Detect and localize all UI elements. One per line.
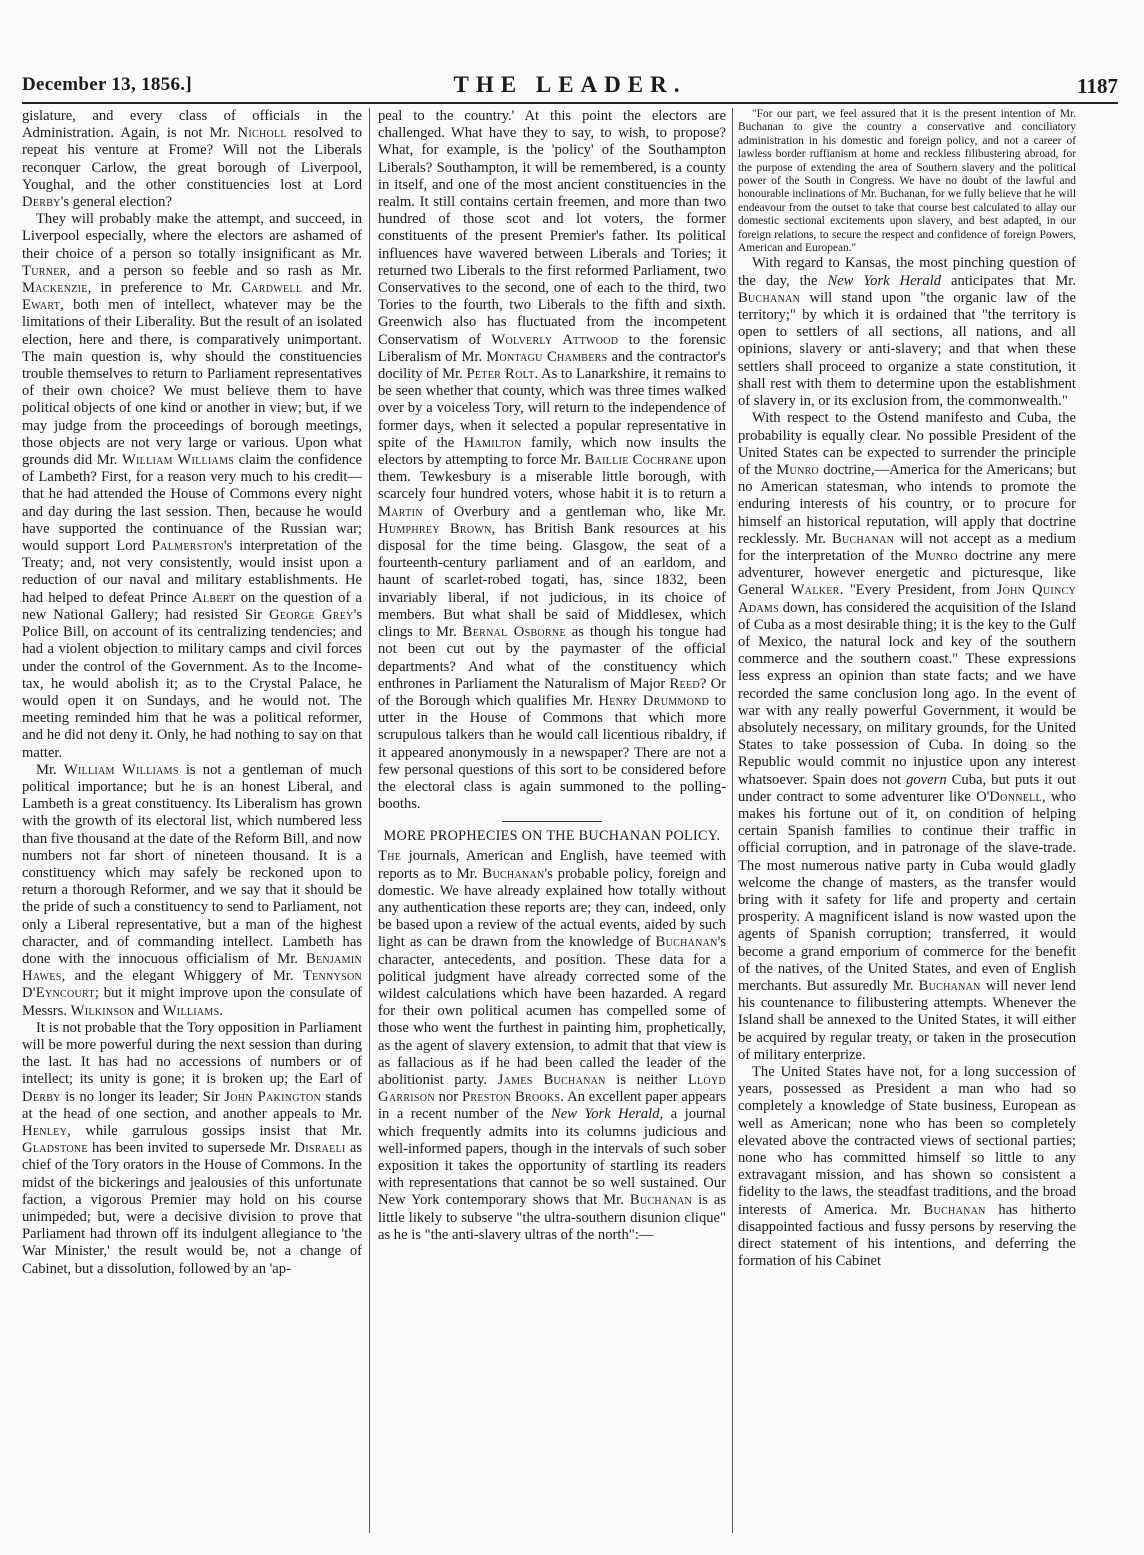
name-smallcaps: Reed bbox=[669, 675, 700, 692]
name-smallcaps: Henry Drummond bbox=[598, 692, 710, 709]
section-separator bbox=[502, 821, 602, 822]
name-smallcaps: John Quincy Adams bbox=[738, 582, 1076, 616]
name-smallcaps: Albert bbox=[192, 589, 236, 606]
italic-text: New York Herald bbox=[827, 272, 941, 289]
name-smallcaps: Ewart bbox=[22, 297, 61, 314]
name-smallcaps: George Grey bbox=[269, 606, 354, 623]
name-smallcaps: Disraeli bbox=[294, 1140, 346, 1157]
italic-text: New York Herald bbox=[551, 1106, 660, 1123]
name-smallcaps: Mackenzie bbox=[22, 280, 88, 297]
name-smallcaps: Baillie Cochrane bbox=[584, 452, 694, 469]
name-smallcaps: Buchanan bbox=[655, 934, 718, 951]
paragraph: The United States have not, for a long succession of years, possessed as President a man who had so completely a knowledge of State business, European as well as American; none who has been so completely elevated above the contracted views of sectional parties; none who has committed himself so little to any extravagant mission, and has shown so consistent a fidelity to the laws, the steadfast traditions, and the broad interests of America. Mr. Buchanan has hitherto disappointed factious and fussy persons by reserving the direct statement of his intentions, and deferring the formation of his Cabinet bbox=[738, 1064, 1076, 1270]
block-quote: "For our part, we feel assured that it is the present intention of Mr. Buchanan to give the country a conservative and conciliatory administration in his domestic and foreign policy, and not a career of lawless border ruffianism at home and reckless filibustering abroad, for the purpose of extending the area of Southern slavery and the political power of the South in Congress. We have no doubt of the lawful and honourable inclinations of Mr. Buchanan, for we fully believe that he will endeavour from the outset to take that course best calculated to allay our domestic sectional excitements upon slavery, and best adapted, in our foreign relations, to secure the respect and confidence of foreign Powers, American and European." bbox=[738, 108, 1076, 255]
name-smallcaps: Montagu Chambers bbox=[486, 348, 608, 365]
name-smallcaps: Humphrey Brown bbox=[378, 520, 492, 537]
name-smallcaps: Munro bbox=[776, 461, 820, 478]
column-2 bbox=[378, 108, 726, 1533]
paragraph: Mr. William Williams is not a gentleman of much political importance; but he is an honest Liberal, and Lambeth is a great constituency. Its Liberalism has grown with the growth of its electoral list, which numbered less than five thousand at the date of the Reform Bill, and now numbers not far short of nineteen thousand. It is a constituency which may safely be reckoned upon to return a thorough Reformer, and we say that it should be the pride of such a constituency to send to Parliament, not only a Liberal representative, but a man of the highest character, and of commanding intellect. Lambeth has done with the innocuous officialism of Mr. Benjamin Hawes, and the elegant Whiggery of Mr. Tennyson D'Eyncourt; but it might improve upon the consulate of Messrs. Wilkinson and Williams. bbox=[22, 761, 362, 1019]
name-smallcaps: Buchanan bbox=[629, 1192, 693, 1209]
name-smallcaps: Preston Brooks bbox=[461, 1089, 561, 1106]
name-smallcaps: Donnell bbox=[989, 788, 1042, 805]
name-smallcaps: William Williams bbox=[121, 452, 235, 469]
name-smallcaps: Martin bbox=[378, 503, 423, 520]
name-smallcaps: Bernal Osborne bbox=[462, 624, 566, 641]
paragraph: They will probably make the attempt, and succeed, in Liverpool especially, where the electors are ashamed of their choice of a person so totally insignificant as Mr. Turner, and a person so feeble and so rash as Mr. Mackenzie, in preference to Mr. Cardwell and Mr. Ewart, both men of intellect, whatever may be the limitations of their Liberality. But the result of an isolated election, here and there, is comparatively unimportant. The main question is, why should the constituencies trouble themselves to return to Parliament representatives of their own choice? We must believe them to have political objects of one kind or another in view; but, if we may judge from the proceedings of borough meetings, those objects are not very large or various. Upon what grounds did Mr. William Williams claim the confidence of Lambeth? First, for a reason very much to his credit—that he had attended the House of Commons every night and day during the last session. Then, because he would have supported the continuance of the Russian war; would support Lord Palmerston's interpretation of the Treaty; and, not very consistently, would insist upon a reduction of our naval and military establishments. He had helped to defeat Prince Albert on the question of a new National Gallery; had resisted Sir George Grey's Police Bill, on account of its centralizing tendencies; and had a violent objection to military camps and civil forces under the control of the Government. As to the Income-tax, he would abolish it; as to the Crystal Palace, he would open it on Sundays, and he would not. The meeting reminded him that he was a political reformer, and he did not deny it. Only, he had nothing to say on that matter. bbox=[22, 211, 362, 761]
paragraph: The journals, American and English, have teemed with reports as to Mr. Buchanan's probable policy, foreign and domestic. We have already explained how totally without any authentication these reports are; they can, indeed, only be based upon a review of the actual events, aided by such light as can be drawn from the knowledge of Buchanan's character, antecedents, and position. These data for a political judgment have already corrected some of the wildest calculations which have been hazarded. A regard for their own political acumen has compelled some of those who went the furthest in painting him, prophetically, as the agent of slavery extension, to admit that that view is as fallacious as if he had been called the leader of the abolitionist party. James Buchanan is neither Lloyd Garrison nor Preston Brooks. An excellent paper appears in a recent number of the New York Herald, a journal which frequently admits into its columns judicious and well-informed papers, though in the intervals of such sober exposition it takes the opportunity of startling its readers with representations that cannot be so well sustained. Our New York contemporary shows that Mr. Buchanan is as little likely to subserve "the ultra-southern disunion clique" as he is "the anti-slavery ultras of the north":— bbox=[378, 848, 726, 1243]
name-smallcaps: Buchanan bbox=[832, 530, 895, 547]
name-smallcaps: Buchanan bbox=[923, 1201, 986, 1218]
name-smallcaps: Gladstone bbox=[22, 1140, 88, 1157]
name-smallcaps: James Buchanan bbox=[497, 1071, 606, 1088]
paragraph: gislature, and every class of officials in the Administration. Again, is not Mr. Nicholl resolved to repeat his venture at Frome? Will not the Liberals reconquer Carlow, the great borough of Liverpool, Youghal, and the other constituencies lost at Lord Derby's general election? bbox=[22, 108, 362, 211]
name-smallcaps: Wolverly Attwood bbox=[491, 331, 619, 348]
name-smallcaps: Munro bbox=[915, 547, 958, 564]
name-smallcaps: Derby bbox=[22, 194, 61, 211]
name-smallcaps: Henley bbox=[22, 1122, 68, 1139]
issue-date: December 13, 1856.] bbox=[22, 74, 192, 95]
name-smallcaps: Wilkinson bbox=[70, 1002, 135, 1019]
column-divider bbox=[369, 108, 370, 1533]
name-smallcaps: Nicholl bbox=[237, 125, 287, 142]
name-smallcaps: Walker bbox=[790, 582, 840, 599]
newspaper-title: THE LEADER. bbox=[453, 72, 687, 97]
name-smallcaps: Derby bbox=[22, 1088, 61, 1105]
page-number: 1187 bbox=[1077, 74, 1118, 98]
column-divider bbox=[732, 108, 733, 1533]
name-smallcaps: Benjamin Hawes bbox=[22, 950, 362, 985]
paragraph: With respect to the Ostend manifesto and Cuba, the probability is equally clear. No possible President of the United States can be expected to surrender the principle of the Munro doctrine,—America for the Americans; but no American statesman, who intends to promote the enduring interests of his country, or to procure for himself an historical reputation, will apply that doctrine recklessly. Mr. Buchanan will not accept as a medium for the interpretation of the Munro doctrine any mere adventurer, however energetic and picturesque, like General Walker. "Every President, from John Quincy Adams down, has considered the acquisition of the Island of Cuba as a most desirable thing; it is the key to the Gulf of Mexico, the natural lock and key of the southern commerce and the southern coast." These expressions less express an opinion than state facts; and we have recorded the same conclusion long ago. In the event of war with any really powerful Government, it would be absolutely necessary, on military grounds, for the United States to take possession of Cuba. In doing so the Republic would commit no injustice upon any interest whatsoever. Spain does not govern Cuba, but puts it out under contract to some adventurer like O'Donnell, who makes his fortune out of it, on condition of helping certain Spanish families to continue their traffic in official corruption, and in patronage of the slave-trade. The most numerous native party in Cuba would gladly welcome the change of masters, as the transfer would bring with it safety for life and property and certain prosperity. A magnificent island is now wasted upon the agents of Spanish corruption; transferred, it would become a grand emporium of commerce for the benefit of the natives, of the United States, and even of English merchants. But assuredly Mr. Buchanan will never lend his countenance to filibustering attempts. Whenever the Island shall be annexed to the United States, it will either be acquired by regular treaty, or taken in the prosecution of military enterprize. bbox=[738, 410, 1076, 1063]
paragraph: peal to the country.' At this point the electors are challenged. What have they to say, to wish, to propose? What, for example, is the 'policy' of the Southampton Liberals? Southampton, it will be remembered, is a county in itself, and one of the most ancient constituencies in the realm. It still contains certain freemen, and more than two hundred of those scot and lot voters, the former constituents of the present Premier's father. Its political influences have wavered between Liberals and Tories; it returned two Liberals to the first reformed Parliament, two Conservatives to the second, one of each to the third, two Tories to the fourth, two Liberals to the fifth and sixth. Greenwich also has fluctuated from the incompetent Conservatism of Wolverly Attwood to the forensic Liberalism of Mr. Montagu Chambers and the contractor's docility of Mr. Peter Rolt. As to Lanarkshire, it remains to be seen whether that county, which was three times walked over by a voiceless Tory, will return to the independence of former days, when it selected a popular representative in spite of the Hamilton family, which now insults the electors by attempting to force Mr. Baillie Cochrane upon them. Tewkesbury is a miserable little borough, with scarcely four hundred voters, whose habit it is to return a Martin of Overbury and a gentleman who, like Mr. Humphrey Brown, has British Bank resources at his disposal for the time being. Glasgow, the seat of a fourteenth-century parliament and of an earldom, and haunt of scarlet-robed togati, has, since 1832, been invariably liberal, if not judicious, in its choice of members. But what shall be said of Middlesex, which clings to Mr. Bernal Osborne as though his tongue had not been cut out by the paymaster of the official departments? And what of the constituency which enthrones in Parliament the Naturalism of Major Reed? Or of the Borough which qualifies Mr. Henry Drummond to utter in the House of Commons that which more scrupulous talkers than he would call licentious ribaldry, if it appeared anonymously in a newspaper? There are not a few personal questions of this sort to be considered before the electoral class is again summoned to the polling-booths. bbox=[378, 108, 726, 813]
article-heading: MORE PROPHECIES ON THE BUCHANAN POLICY. bbox=[383, 828, 721, 845]
name-smallcaps: John Pakington bbox=[224, 1088, 322, 1105]
name-smallcaps: Hamilton bbox=[463, 434, 522, 451]
masthead bbox=[22, 72, 1118, 104]
italic-text: govern bbox=[906, 771, 947, 788]
name-smallcaps: Peter Rolt bbox=[466, 366, 535, 383]
name-smallcaps: William Williams bbox=[63, 761, 179, 778]
column-1 bbox=[22, 108, 362, 1533]
name-smallcaps: Buchanan bbox=[738, 289, 801, 306]
name-smallcaps: Turner bbox=[22, 262, 67, 279]
name-smallcaps: Buchanan bbox=[918, 978, 981, 994]
name-smallcaps: Lloyd Garrison bbox=[378, 1071, 726, 1106]
paragraph: With regard to Kansas, the most pinching question of the day, the New York Herald anticipates that Mr. Buchanan will stand upon "the organic law of the territory;" by which it is ordained that "the territory is open to settlers of all sections, all nations, and all opinions, slavery or anti-slavery; and that when these settlers shall proceed to organize a state constitution, it shall rest with them to determine upon the establishment of slavery in, or its exclusion from, the commonwealth." bbox=[738, 255, 1076, 410]
name-smallcaps: Williams bbox=[162, 1002, 220, 1019]
name-smallcaps: Cardwell bbox=[241, 280, 303, 297]
name-smallcaps: Palmerston bbox=[151, 538, 224, 555]
name-smallcaps: Tennyson D'Eyncourt bbox=[22, 968, 362, 1002]
name-smallcaps: The bbox=[378, 848, 402, 865]
column-3 bbox=[738, 108, 1076, 1533]
paragraph: It is not probable that the Tory opposition in Parliament will be more powerful during the next session than during the last. It has had no accessions of numbers or of intellect; its unity is gone; it is broken up; the Earl of Derby is no longer its leader; Sir John Pakington stands at the head of one section, and another appeals to Mr. Henley, while garrulous gossips insist that Mr. Gladstone has been invited to supersede Mr. Disraeli as chief of the Tory orators in the House of Commons. In the midst of the bickerings and jealousies of this unfortunate faction, a vigorous Premier may hold on his course unimpeded; but, were a decisive division to prove that Parliament had thrown off its indulgent allegiance to 'the War Minister,' the result would be, not a change of Cabinet, but a dissolution, followed by an 'ap- bbox=[22, 1019, 362, 1277]
name-smallcaps: Buchanan bbox=[482, 865, 545, 882]
